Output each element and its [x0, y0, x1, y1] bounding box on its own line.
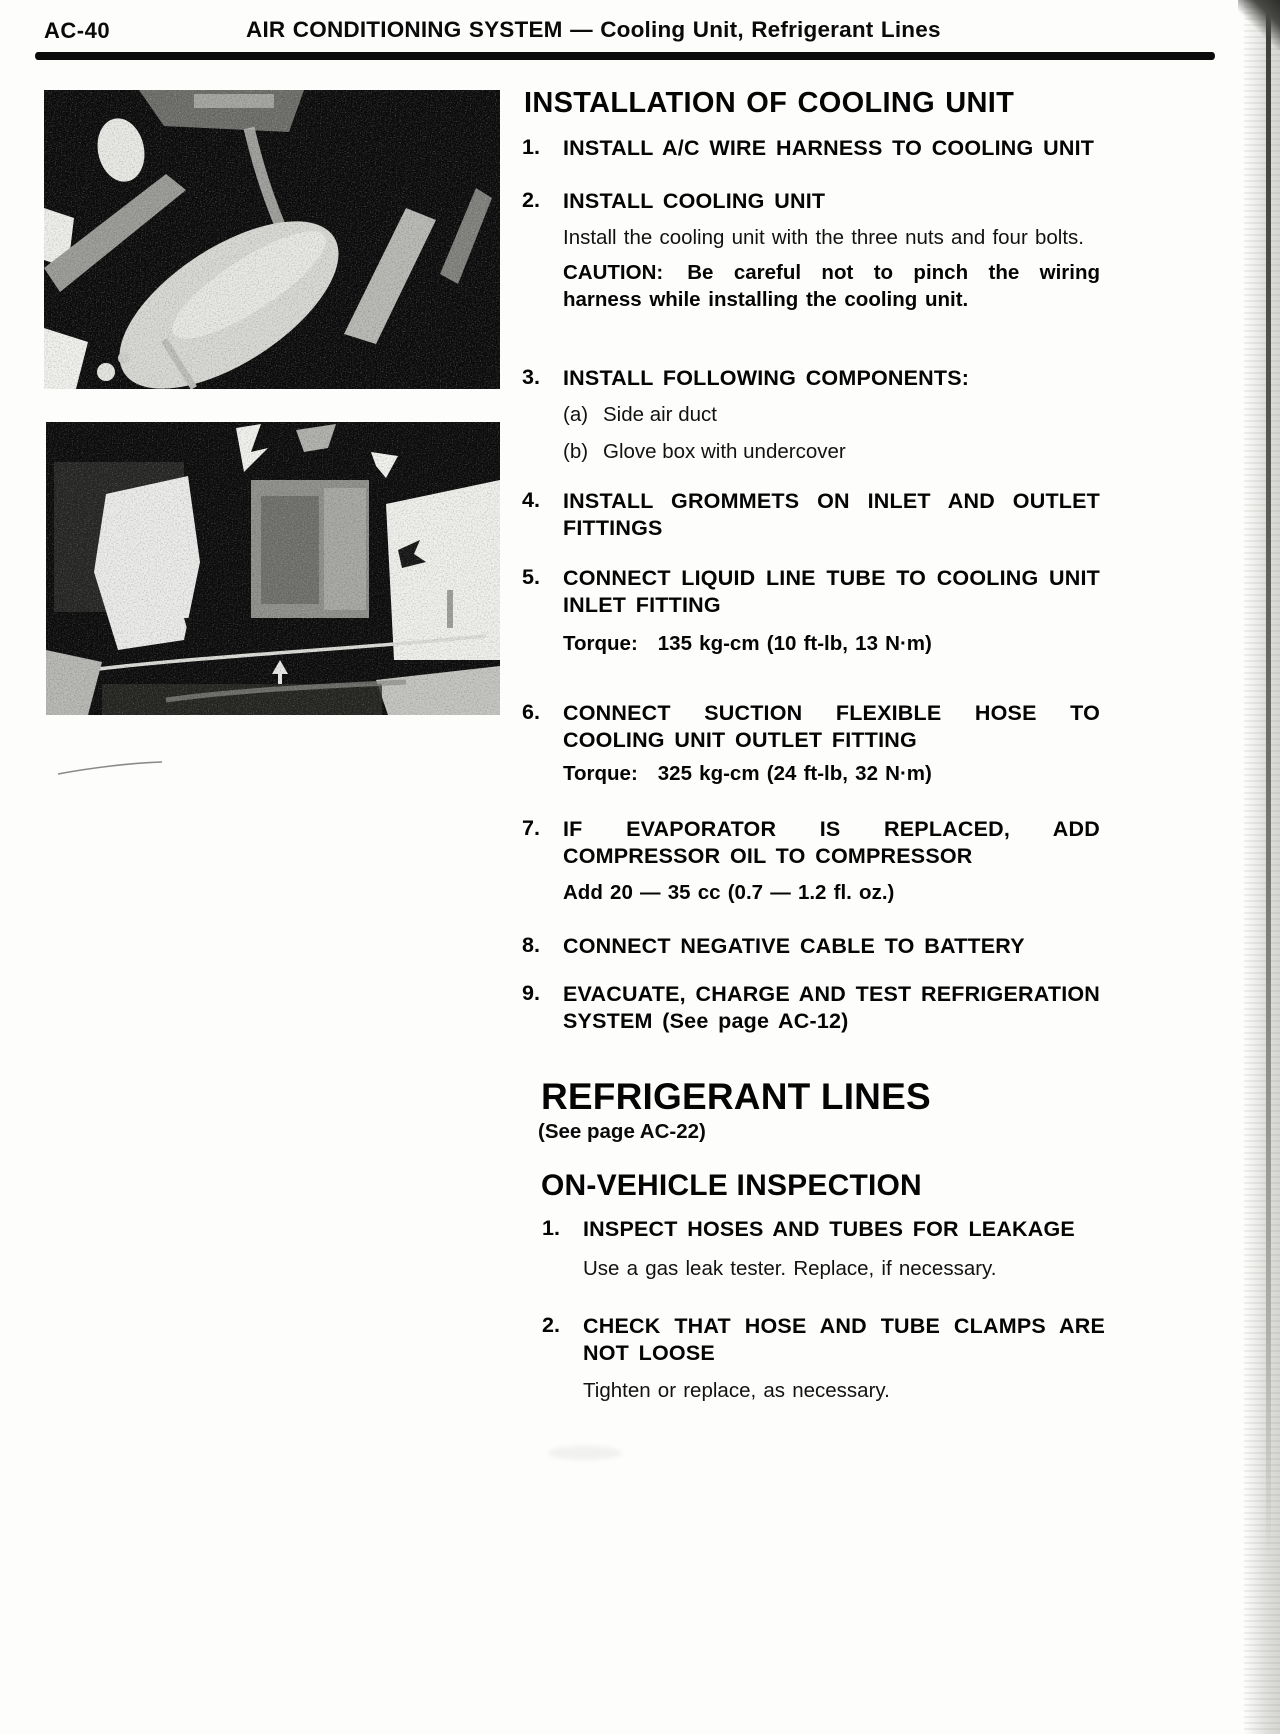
sub-label: (a) [563, 403, 589, 426]
step-heading: CONNECT NEGATIVE CABLE TO BATTERY [563, 934, 1025, 958]
sub-text: Side air duct [603, 403, 717, 426]
step-7-spec: Add 20 — 35 cc (0.7 — 1.2 fl. oz.) [563, 881, 895, 904]
cooling-unit-photo-under-dash [46, 422, 500, 715]
install-step-7 [522, 816, 1100, 870]
step-3-sub-b [563, 440, 846, 464]
step-heading: INSPECT HOSES AND TUBES FOR LEAKAGE [583, 1217, 1075, 1241]
refrigerant-page-reference: (See page AC-22) [538, 1120, 706, 1143]
cooling-unit-photo-engine-bay [44, 90, 500, 389]
step-heading: INSTALL FOLLOWING COMPONENTS: [563, 366, 970, 390]
section-title-refrigerant-lines: REFRIGERANT LINES [541, 1076, 931, 1117]
inspection-step-1-body: Use a gas leak tester. Replace, if necessary. [583, 1257, 997, 1280]
install-step-6 [522, 700, 1100, 754]
step-3-sub-a [563, 403, 717, 427]
step-heading: CONNECT SUCTION FLEXIBLE HOSE TO COOLING UNIT OUTLET FITTING [563, 701, 1100, 752]
step-number: 9. [522, 981, 540, 1005]
torque-value: 135 kg-cm (10 ft-lb, 13 N·m) [657, 632, 932, 655]
header-rule [35, 52, 1215, 60]
scan-edge-band [1244, 0, 1280, 1734]
subsection-title-on-vehicle-inspection: ON-VEHICLE INSPECTION [541, 1169, 922, 1202]
install-step-1 [522, 135, 1100, 162]
install-step-2 [522, 188, 1100, 215]
sub-label: (b) [563, 440, 589, 463]
torque-value: 325 kg-cm (24 ft-lb, 32 N·m) [657, 762, 932, 785]
step-number: 6. [522, 700, 540, 724]
inspection-step-1 [542, 1216, 1105, 1243]
install-step-8 [522, 933, 1100, 960]
install-step-3 [522, 365, 1100, 392]
step-heading: INSTALL COOLING UNIT [563, 189, 826, 213]
sub-text: Glove box with undercover [603, 440, 846, 463]
step-number: 8. [522, 933, 540, 957]
section-title-installation: INSTALLATION OF COOLING UNIT [524, 87, 1015, 119]
step-6-torque [563, 761, 1100, 787]
step-5-torque [563, 631, 1100, 657]
step-heading: CHECK THAT HOSE AND TUBE CLAMPS ARE NOT LOOSE [583, 1314, 1105, 1365]
step-heading: CONNECT LIQUID LINE TUBE TO COOLING UNIT INLET FITTING [563, 566, 1100, 617]
page-header-title: AIR CONDITIONING SYSTEM — Cooling Unit, Refrigerant Lines [246, 17, 941, 42]
inspection-step-2-body: Tighten or replace, as necessary. [583, 1379, 890, 1402]
step-number: 5. [522, 565, 540, 589]
step-heading: EVACUATE, CHARGE AND TEST REFRIGERATION SYSTEM (See page AC-12) [563, 982, 1101, 1033]
step-number: 1. [542, 1216, 560, 1240]
torque-label: Torque: [563, 632, 638, 655]
install-step-5 [522, 565, 1100, 619]
step-number: 4. [522, 488, 540, 512]
step-number: 1. [522, 135, 540, 159]
step-number: 3. [522, 365, 540, 389]
caution-text: Be careful not to pinch the wiring harness while installing the cooling unit. [563, 261, 1100, 311]
scan-smudge [548, 1446, 622, 1460]
step-number: 7. [522, 816, 540, 840]
inspection-step-2 [542, 1313, 1105, 1367]
pen-mark [55, 756, 165, 780]
step-number: 2. [522, 188, 540, 212]
step-2-caution [563, 259, 1100, 313]
install-step-4 [522, 488, 1100, 542]
caution-label: CAUTION: [563, 261, 664, 284]
step-2-body: Install the cooling unit with the three nuts and four bolts. [563, 226, 1084, 249]
scan-corner-shadow [1238, 0, 1280, 50]
install-step-9 [522, 981, 1100, 1035]
step-heading: IF EVAPORATOR IS REPLACED, ADD COMPRESSOR OIL TO COMPRESSOR [563, 817, 1100, 868]
step-number: 2. [542, 1313, 560, 1337]
torque-label: Torque: [563, 762, 638, 785]
step-heading: INSTALL GROMMETS ON INLET AND OUTLET FITTINGS [563, 489, 1100, 540]
scan-edge-line [1266, 0, 1271, 1560]
step-heading: INSTALL A/C WIRE HARNESS TO COOLING UNIT [563, 136, 1095, 160]
page-code: AC-40 [44, 18, 111, 43]
